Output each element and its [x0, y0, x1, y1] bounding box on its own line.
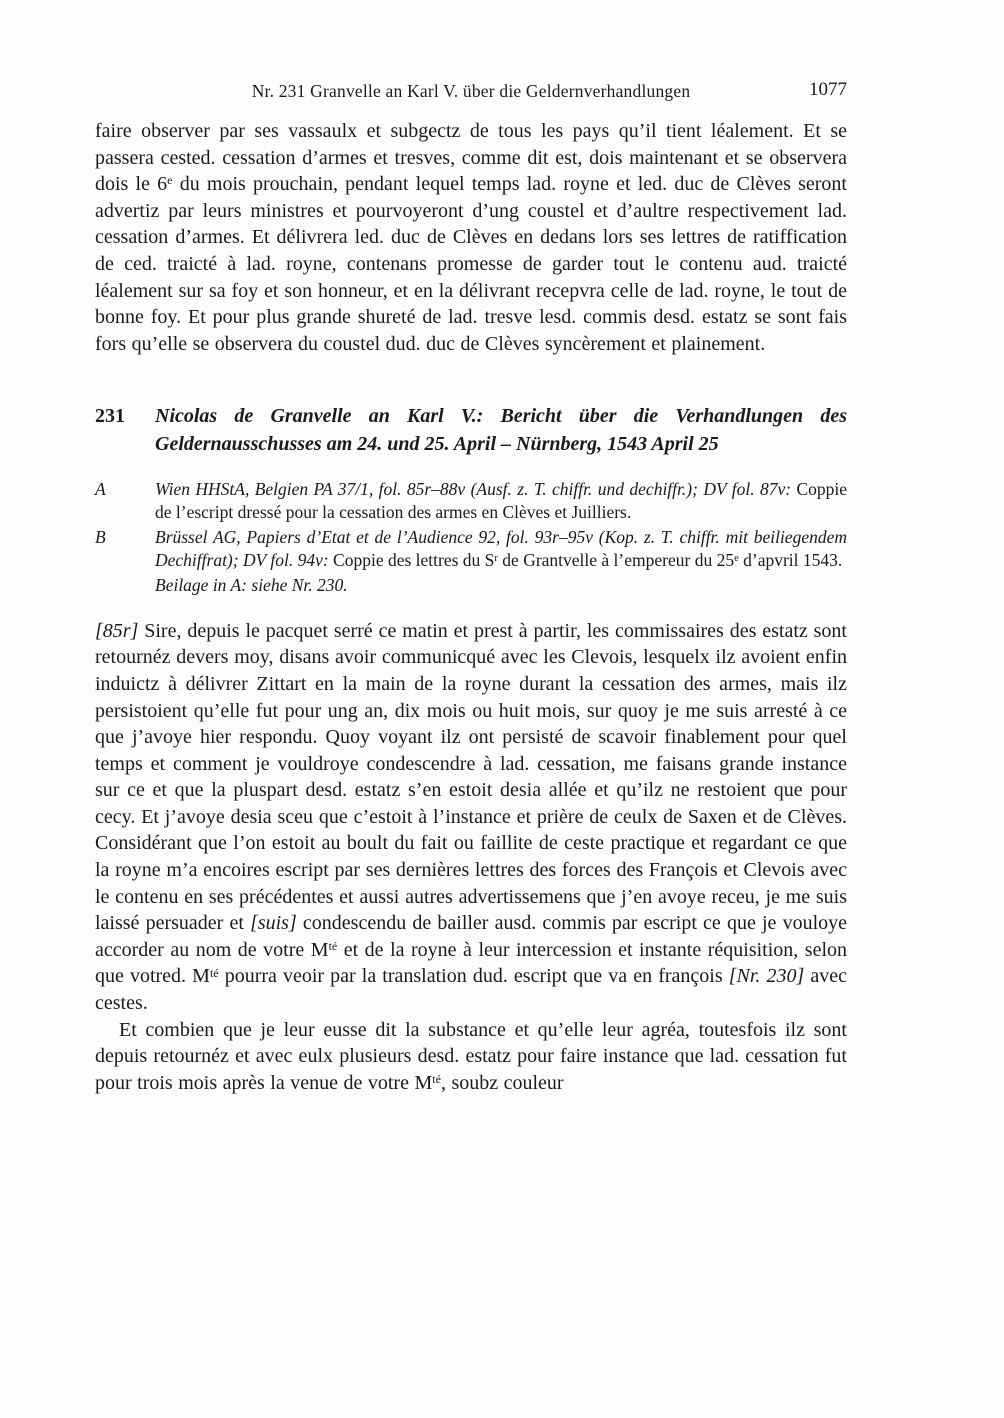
entry-number: 231 — [95, 405, 125, 428]
source-label-b: B — [95, 526, 106, 547]
body-paragraph-2: Et combien que je leur eusse dit la substance et qu’elle leur agréa, toutesfois ilz sont depuis retournéz et avec eulx plusieurs desd. estatz pour faire instance que lad. cessation fut pour trois mois après la venue de votre $M^{té}$, soubz couleur — [95, 1018, 847, 1094]
text-block — [95, 80, 847, 1096]
source-item-a — [95, 478, 847, 524]
running-title: Nr. 231 Granvelle an Karl V. über die Geldernverhandlungen — [251, 81, 691, 101]
page-number: 1077 — [809, 79, 847, 100]
source-item-b — [95, 526, 847, 572]
entry-title: Nicolas de Granvelle an Karl V.: Bericht über die Verhandlungen des Geldernausschusses am 24. und 25. April – Nürnberg, 1543 April 25 — [155, 405, 847, 455]
source-apparatus — [95, 478, 847, 597]
source-text-b: Brüssel AG, Papiers d’Etat et de l’Audience 92, fol. 93r–95v (Kop. z. T. chiffr. mit beiliegendem Dechiffrat); DV fol. 94v: Coppie des lettres du $S^r$ de Grantvelle à l’empereur du 25e d’apvril 1543. — [155, 526, 847, 570]
source-label-a: A — [95, 479, 106, 500]
source-text-a: Wien HHStA, Belgien PA 37/1, fol. 85r–88v (Ausf. z. T. chiffr. und dechiffr.); DV fol. 87v: Coppie de l’escript dressé pour la cessation des armes en Clèves et Juilliers. — [155, 479, 848, 523]
body-paragraph-1: [85r] Sire, depuis le pacquet serré ce matin et prest à partir, les commissaires des estatz sont retournéz devers moy, disans avoir communicqué avec les Clevois, lesquelx ilz avoient enfin induictz à délivrer Zittart en la main de la royne durant la cessation des armes, mais ilz persistoient qu’elle fut pour ung an, dix mois ou huit mois, sur quoy je me suis arresté à ce que j’avoye hier respondu. Quoy voyant ilz ont persisté de scavoir finablement pour quel temps et comment je vouldroye condescendre à lad. cessation, me faisans grande instance sur ce et que la pluspart desd. estatz s’en estoit desia allée et qu’ilz ne restoient que pour cecy. Et j’avoye desia sceu que c’estoit à l’instance et prière de ceulx de Saxen et de Clèves. Considérant que l’on estoit au boult du fait ou faillite de ceste practique et regardant ce que la royne m’a encoires escript par ses dernières lettres des forces des François et Clevois avec le contenu en ses précédentes et aussi autres advertissemens que j’en avoye receu, je me suis laissé persuader et [suis] condescendu de bailler ausd. commis par escript ce que je vouloye accorder au nom de votre $M^{té}$ et de la royne à leur intercession et instante réquisition, selon que votred. $M^{té}$ pourra veoir par la translation dud. escript que va en françois [Nr. 230] avec cestes. — [95, 619, 848, 1015]
attachment-note: Beilage in A: siehe Nr. 230. — [155, 574, 348, 595]
entry-heading — [95, 403, 847, 458]
continuation-paragraph: faire observer par ses vassaulx et subgectz de tous les pays qu’il tient léalement. Et se passera cested. cessation d’armes et tresves, comme dit est, dois maintenant et se observera dois le 6e du mois prouchain, pendant lequel temps lad. royne et led. duc de Clèves seront advertiz par leurs ministres et pourvoyeront d’ung coustel et d’aultre respectivement lad. cessation d’armes. Et délivrera led. duc de Clèves en dedans lors ses lettres de ratiffication de ced. traicté à lad. royne, contenans promesse de garder tout le contenu aud. traicté léalement sur sa foy et son honneur, et en la délivrant recepvra celle de lad. royne, le tout de bonne foy. Et pour plus grande shureté de lad. tresve lesd. commis desd. estatz se sont fais fors qu’elle se observera du coustel dud. duc de Clèves syncèrement et plainement. — [95, 120, 847, 355]
running-header — [95, 80, 847, 102]
